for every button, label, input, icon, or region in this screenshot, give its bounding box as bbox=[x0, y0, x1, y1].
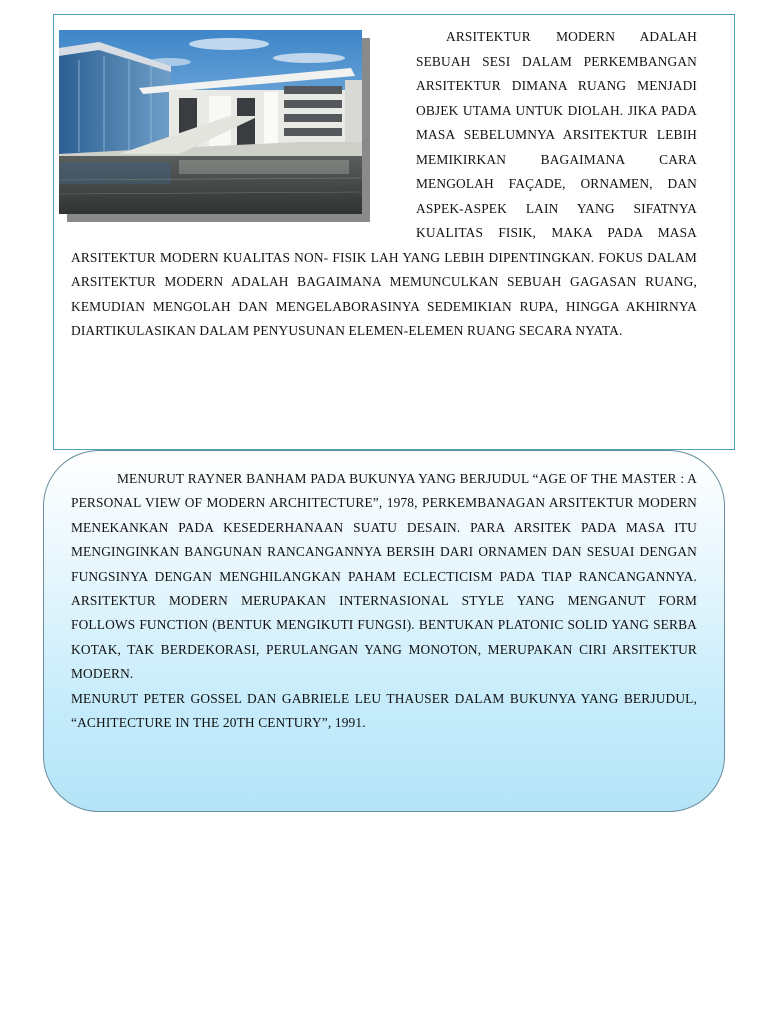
intro-content bbox=[71, 25, 697, 344]
history-rounded-box bbox=[43, 450, 725, 812]
intro-paragraph-text: ARSITEKTUR MODERN ADALAH SEBUAH SESI DALAM PERKEMBANGAN ARSITEKTUR DIMANA RUANG MENJADI OBJEK UTAMA UNTUK DIOLAH. JIKA PADA MASA SEBELUMNYA ARSITEKTUR LEBIH MEMIKIRKAN BAGAIMANA CARA MENGOLAH FAÇADE, ORNAMEN, DAN ASPEK-ASPEK LAIN YANG SIFATNYA KUALITAS FISIK, MAKA PADA MASA ARSITEKTUR MODERN KUALITAS NON- FISIK LAH YANG LEBIH DIPENTINGKAN. FOKUS DALAM ARSITEKTUR MODERN ADALAH BAGAIMANA MEMUNCULKAN SEBUAH GAGASAN RUANG, KEMUDIAN MENGOLAH DAN MENGELABORASINYA SEDEMIKIAN RUPA, HINGGA AKHIRNYA DIARTIKULASIKAN DALAM PENYUSUNAN ELEMEN-ELEMEN RUANG SECARA NYATA. bbox=[71, 29, 697, 338]
gossel-paragraph: MENURUT PETER GOSSEL DAN GABRIELE LEU THAUSER DALAM BUKUNYA YANG BERJUDUL, “ACHITECTURE IN THE 20TH CENTURY”, 1991. bbox=[71, 690, 697, 731]
intro-text-box bbox=[53, 14, 735, 450]
banham-paragraph: MENURUT RAYNER BANHAM PADA BUKUNYA YANG BERJUDUL “AGE OF THE MASTER : A PERSONAL VIEW OF MODERN ARCHITECTURE”, 1978, PERKEMBANAGAN ARSITEKTUR MODERN MENEKANKAN PADA KESEDERHANAAN SUATU DESAIN. PARA ARSITEK PADA MASA ITU MENGINGINKAN BANGUNAN RANCANGANNYA BERSIH DARI ORNAMEN DAN SESUAI DENGAN FUNGSINYA DENGAN MENGHILANGKAN PAHAM ECLECTICISM PADA TIAP RANCANGANNYA. ARSITEKTUR MODERN MERUPAKAN INTERNASIONAL STYLE YANG MENGANUT FORM FOLLOWS FUNCTION (BENTUK MENGIKUTI FUNGSI). BENTUKAN PLATONIC SOLID YANG SERBA KOTAK, TAK BERDEKORASI, PERULANGAN YANG MONOTON, MERUPAKAN CIRI ARSITEKTUR MODERN. bbox=[71, 471, 697, 682]
modern-building-photo bbox=[59, 30, 362, 214]
history-content bbox=[71, 467, 697, 735]
building-photo-frame bbox=[59, 30, 362, 216]
